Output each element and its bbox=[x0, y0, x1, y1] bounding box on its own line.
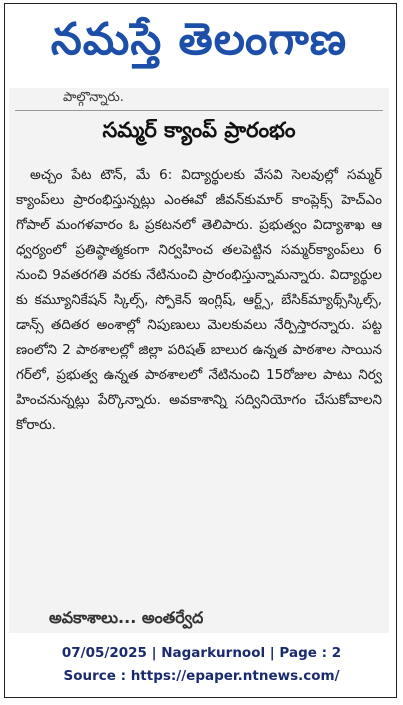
article-body bbox=[16, 163, 382, 438]
news-clipping bbox=[9, 88, 389, 633]
article-divider bbox=[15, 110, 383, 111]
clip-source-link[interactable]: Source : https://epaper.ntnews.com/ bbox=[63, 668, 340, 684]
masthead-title: నమస్తే తెలంగాణ bbox=[50, 14, 348, 65]
newspaper-masthead bbox=[10, 10, 388, 80]
article-headline: సమ్మర్‌ క్యాంప్‌ ప్రారంభం bbox=[102, 118, 296, 142]
clipped-previous-article-text: పాల్గొన్నారు. bbox=[63, 90, 124, 105]
article-paragraph: అచ్చం పేట టౌన్‌, మే 6: విద్యార్థులకు వేసవి సెలవుల్లో సమ్మర్‌ క్యాంప్‌లు ప్రారంభిస్తున్నట్లు ఎంఈవో జీవన్‌కుమార్‌ కాంప్లెక్స్‌ హెచ్‌ఎం గోపాల్‌ మంగళవారం ఓ ప్రకటనలో తెలిపారు. ప్రభుత్వం విద్యాశాఖ ఆధ్వర్యంలో ప్రతిష్ఠాత్మకంగా నిర్వహించ తలపెట్టిన సమ్మర్‌క్యాంప్‌లు 6 నుంచి 9వతరగతి వరకు నేటినుంచి ప్రారంభిస్తున్నామన్నారు. విద్యార్థులకు కమ్యూనికేషన్‌ స్కిల్స్‌, స్పోకెన్‌ ఇంగ్లిష్‌, ఆర్ట్స్‌, బేసిక్‌మ్యాథ్స్‌స్కిల్స్‌, డాన్స్‌ తదితర అంశాల్లో నిపుణులు మెలకువలు నేర్పిస్తారన్నారు. పట్టణంలోని 2 పాఠశాలల్లో జిల్లా పరిషత్‌ బాలుర ఉన్నత పాఠశాల సాయినగర్‌లో, ప్రభుత్వ ఉన్నత పాఠశాలలో నేటినుంచి 15రోజుల పాటు నిర్వ హించనున్నట్లు పేర్కొన్నారు. అవకాశాన్ని సద్వినియోగం చేసుకోవాలని కోరారు. bbox=[16, 167, 382, 433]
clip-date-edition-page: 07/05/2025 | Nagarkurnool | Page : 2 bbox=[61, 645, 342, 661]
clipped-next-headline: అవకాశాలు... అంతర్వేద bbox=[49, 608, 204, 627]
